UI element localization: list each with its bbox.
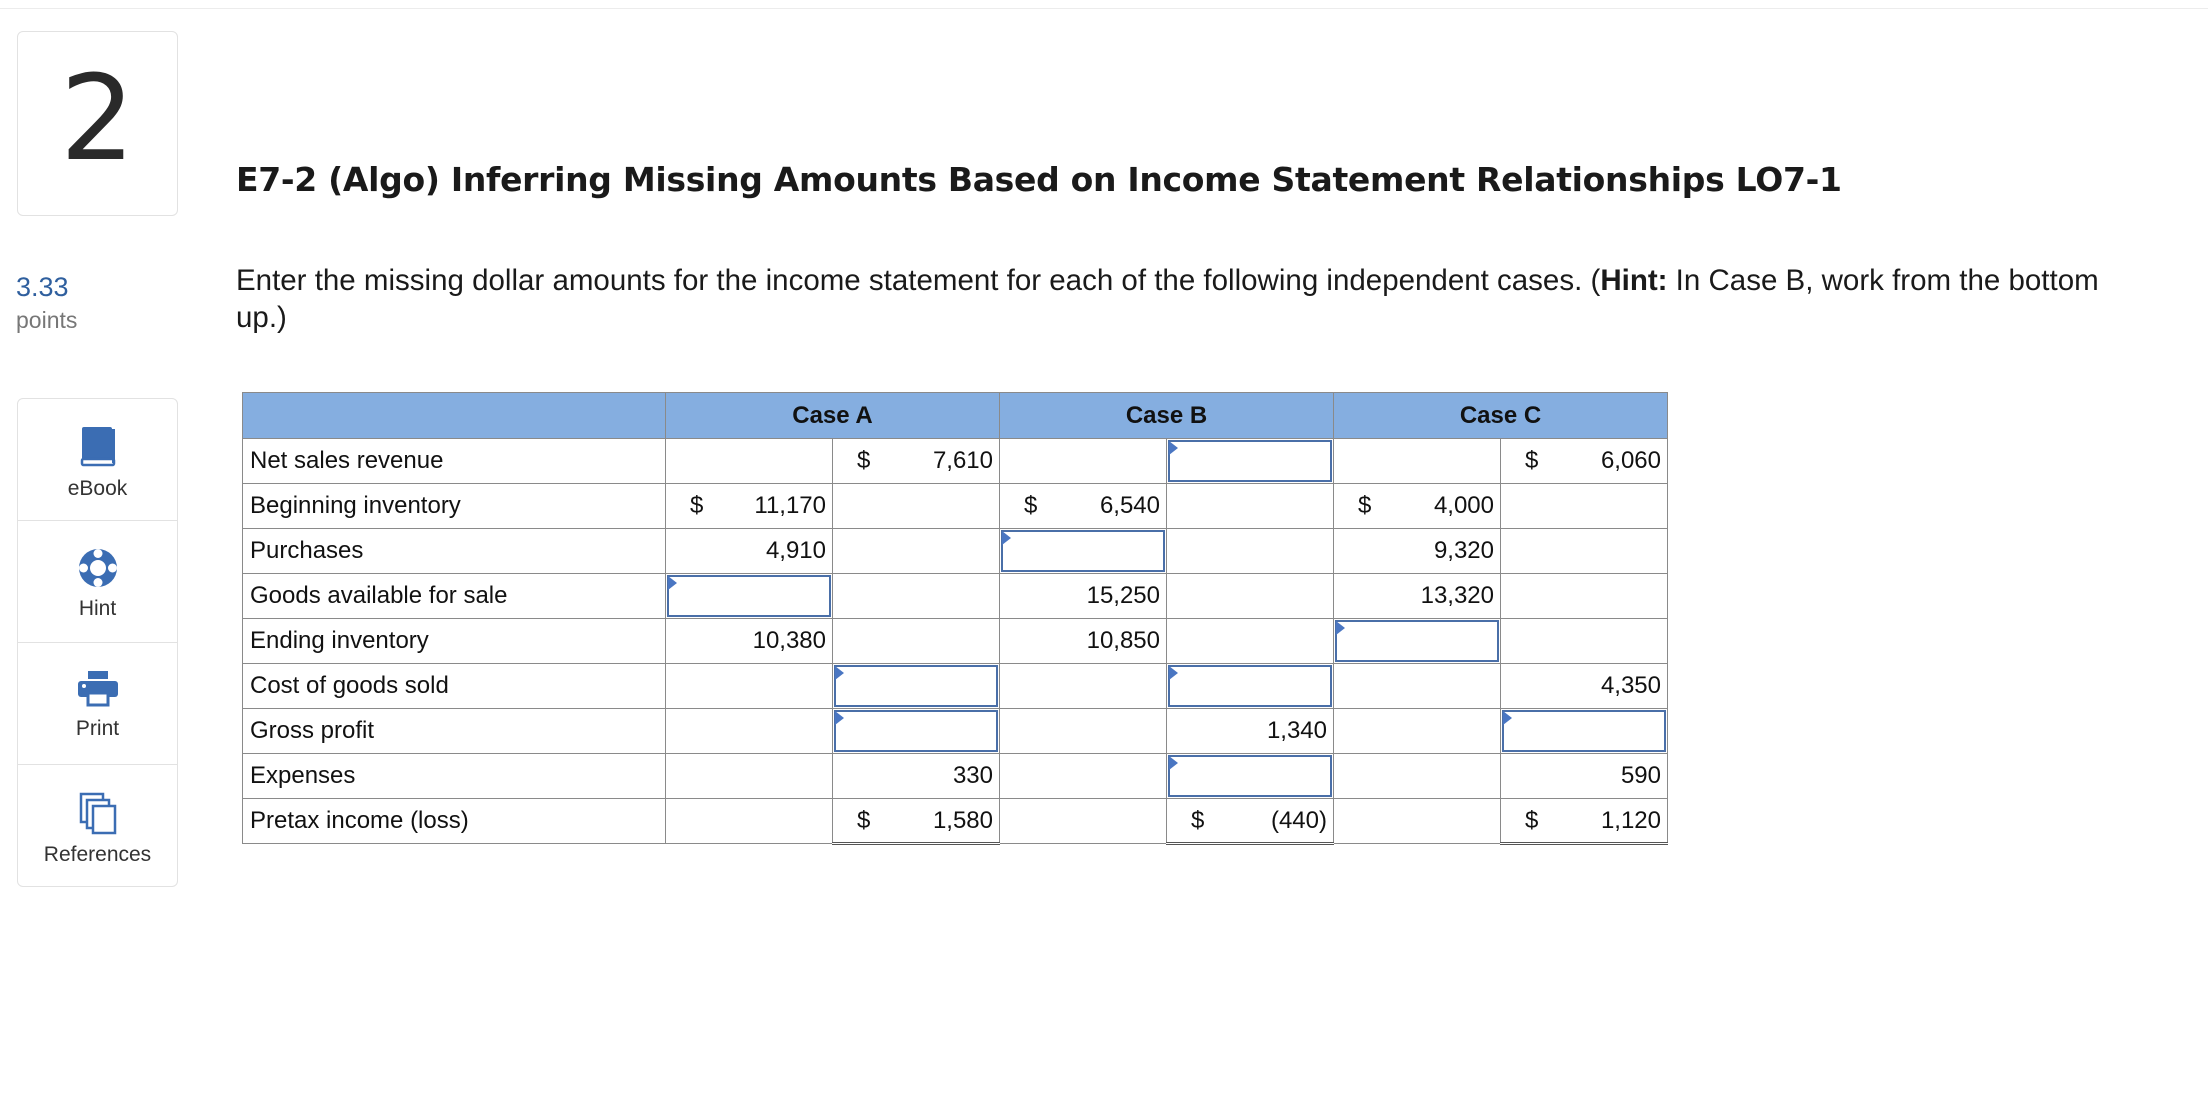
instruction-text-end: In Case B, work from the bottom up.) bbox=[236, 264, 2099, 334]
table-cell bbox=[1167, 484, 1334, 529]
table-cell bbox=[1501, 799, 1668, 844]
table-cell bbox=[1501, 439, 1668, 484]
answer-input[interactable] bbox=[1335, 620, 1499, 662]
table-cell bbox=[1501, 754, 1668, 799]
table-cell bbox=[1501, 529, 1668, 574]
currency-symbol: $ bbox=[857, 806, 871, 834]
answer-input[interactable] bbox=[834, 665, 998, 707]
cell-value: 1,340 bbox=[1266, 717, 1327, 744]
currency-symbol: $ bbox=[1191, 806, 1205, 834]
points-label: points bbox=[16, 307, 78, 333]
question-title: E7-2 (Algo) Inferring Missing Amounts Based on Income Statement Relationships LO7-1 bbox=[236, 160, 1842, 199]
table-cell bbox=[1000, 709, 1167, 754]
table-cell bbox=[1334, 709, 1501, 754]
cell-value: 6,060 bbox=[1600, 447, 1661, 474]
table-cell bbox=[666, 709, 833, 754]
table-cell bbox=[666, 664, 833, 709]
table-cell bbox=[1000, 664, 1167, 709]
table-cell bbox=[1000, 574, 1167, 619]
table-row bbox=[243, 574, 1668, 619]
table-cell bbox=[833, 754, 1000, 799]
table-cell bbox=[833, 574, 1000, 619]
cell-value: 330 bbox=[952, 762, 993, 789]
cell-value: 15,250 bbox=[1086, 582, 1160, 609]
table-cell bbox=[833, 484, 1000, 529]
row-label: Ending inventory bbox=[243, 619, 666, 664]
table-row bbox=[243, 799, 1668, 844]
cell-value: 4,000 bbox=[1433, 492, 1494, 519]
printer-icon bbox=[76, 669, 120, 709]
table-cell bbox=[1334, 484, 1501, 529]
table-cell bbox=[666, 754, 833, 799]
table-cell bbox=[1167, 574, 1334, 619]
cell-value: 13,320 bbox=[1420, 582, 1494, 609]
sidebar-item-label: References bbox=[43, 843, 152, 866]
question-instructions bbox=[236, 262, 2106, 336]
cell-value: 1,580 bbox=[932, 806, 993, 834]
table-cell bbox=[666, 484, 833, 529]
currency-symbol: $ bbox=[1525, 447, 1539, 474]
answer-input[interactable] bbox=[1168, 755, 1332, 797]
answer-input-cell[interactable] bbox=[1167, 439, 1334, 484]
row-label: Pretax income (loss) bbox=[243, 799, 666, 844]
table-cell bbox=[1000, 754, 1167, 799]
answer-input-cell[interactable] bbox=[666, 574, 833, 619]
top-divider bbox=[0, 8, 2208, 9]
cell-value: 10,850 bbox=[1086, 627, 1160, 654]
header-case-b: Case B bbox=[1000, 393, 1334, 439]
row-label: Gross profit bbox=[243, 709, 666, 754]
answer-input-cell[interactable] bbox=[1167, 664, 1334, 709]
table-cell bbox=[666, 619, 833, 664]
table-cell bbox=[1167, 799, 1334, 844]
sidebar-item-label: eBook bbox=[67, 477, 128, 500]
sidebar-item-ebook[interactable] bbox=[18, 399, 177, 521]
table-row bbox=[243, 709, 1668, 754]
cell-value: 7,610 bbox=[932, 447, 993, 474]
table-cell bbox=[1167, 619, 1334, 664]
table-cell bbox=[1501, 484, 1668, 529]
answer-input[interactable] bbox=[667, 575, 831, 617]
table-row bbox=[243, 439, 1668, 484]
points-block bbox=[16, 270, 77, 336]
resource-sidebar bbox=[17, 398, 178, 887]
table-cell bbox=[1501, 619, 1668, 664]
answer-input-cell[interactable] bbox=[1167, 754, 1334, 799]
table-cell bbox=[1334, 754, 1501, 799]
table-row bbox=[243, 619, 1668, 664]
currency-symbol: $ bbox=[857, 447, 871, 474]
table-cell bbox=[1000, 619, 1167, 664]
sidebar-item-hint[interactable] bbox=[18, 521, 177, 643]
row-label: Beginning inventory bbox=[243, 484, 666, 529]
table-cell bbox=[833, 529, 1000, 574]
table-cell bbox=[1501, 664, 1668, 709]
header-case-a: Case A bbox=[666, 393, 1000, 439]
table-cell bbox=[666, 439, 833, 484]
cell-value: 1,120 bbox=[1600, 806, 1661, 834]
sidebar-item-label: Print bbox=[75, 717, 120, 740]
table-header-row bbox=[243, 393, 1668, 439]
table-cell bbox=[666, 529, 833, 574]
row-label: Expenses bbox=[243, 754, 666, 799]
table-cell bbox=[1167, 709, 1334, 754]
table-row bbox=[243, 484, 1668, 529]
answer-input-cell[interactable] bbox=[833, 709, 1000, 754]
cell-value: 9,320 bbox=[1433, 537, 1494, 564]
cell-value: 11,170 bbox=[754, 492, 826, 519]
currency-symbol: $ bbox=[1525, 806, 1539, 834]
question-number: 2 bbox=[59, 48, 136, 187]
table-cell bbox=[833, 619, 1000, 664]
table-cell bbox=[1000, 799, 1167, 844]
cell-value: 4,350 bbox=[1600, 672, 1661, 699]
table-row bbox=[243, 754, 1668, 799]
currency-symbol: $ bbox=[690, 492, 704, 519]
question-number-box bbox=[17, 31, 178, 216]
income-statement-table bbox=[242, 392, 1668, 845]
table-cell bbox=[1334, 799, 1501, 844]
table-row bbox=[243, 529, 1668, 574]
table-cell bbox=[833, 439, 1000, 484]
sidebar-item-print[interactable] bbox=[18, 643, 177, 765]
table-cell bbox=[1501, 574, 1668, 619]
table-cell bbox=[666, 799, 833, 844]
row-label: Cost of goods sold bbox=[243, 664, 666, 709]
sidebar-item-label: Hint bbox=[78, 597, 117, 620]
answer-input-cell[interactable] bbox=[833, 664, 1000, 709]
answer-input-cell[interactable] bbox=[1501, 709, 1668, 754]
cell-value: 10,380 bbox=[752, 627, 826, 654]
row-label: Goods available for sale bbox=[243, 574, 666, 619]
table-cell bbox=[1000, 484, 1167, 529]
cell-value: (440) bbox=[1270, 806, 1327, 834]
answer-input-cell[interactable] bbox=[1000, 529, 1167, 574]
row-label: Net sales revenue bbox=[243, 439, 666, 484]
cell-value: 6,540 bbox=[1099, 492, 1160, 519]
answer-input[interactable] bbox=[1168, 665, 1332, 707]
table-cell bbox=[1167, 529, 1334, 574]
cell-value: 590 bbox=[1620, 762, 1661, 789]
points-value: 3.33 bbox=[16, 272, 69, 302]
currency-symbol: $ bbox=[1024, 492, 1038, 519]
header-blank bbox=[243, 393, 666, 439]
answer-input[interactable] bbox=[834, 710, 998, 752]
hint-label: Hint: bbox=[1600, 264, 1668, 297]
answer-input[interactable] bbox=[1502, 710, 1666, 752]
lifebuoy-icon bbox=[77, 547, 119, 589]
table-cell bbox=[833, 799, 1000, 844]
cell-value: 4,910 bbox=[765, 537, 826, 564]
table-row bbox=[243, 664, 1668, 709]
table-cell bbox=[1334, 529, 1501, 574]
row-label: Purchases bbox=[243, 529, 666, 574]
sidebar-item-references[interactable] bbox=[18, 765, 177, 887]
table-cell bbox=[1334, 664, 1501, 709]
book-icon bbox=[78, 425, 118, 469]
table-cell bbox=[1334, 574, 1501, 619]
answer-input[interactable] bbox=[1168, 440, 1332, 482]
table-cell bbox=[1000, 439, 1167, 484]
header-case-c: Case C bbox=[1334, 393, 1668, 439]
table-cell bbox=[1334, 439, 1501, 484]
instruction-text: Enter the missing dollar amounts for the income statement for each of the following independent cases. ( bbox=[236, 264, 1601, 297]
answer-input-cell[interactable] bbox=[1334, 619, 1501, 664]
answer-input[interactable] bbox=[1001, 530, 1165, 572]
currency-symbol: $ bbox=[1358, 492, 1372, 519]
documents-icon bbox=[78, 791, 118, 835]
